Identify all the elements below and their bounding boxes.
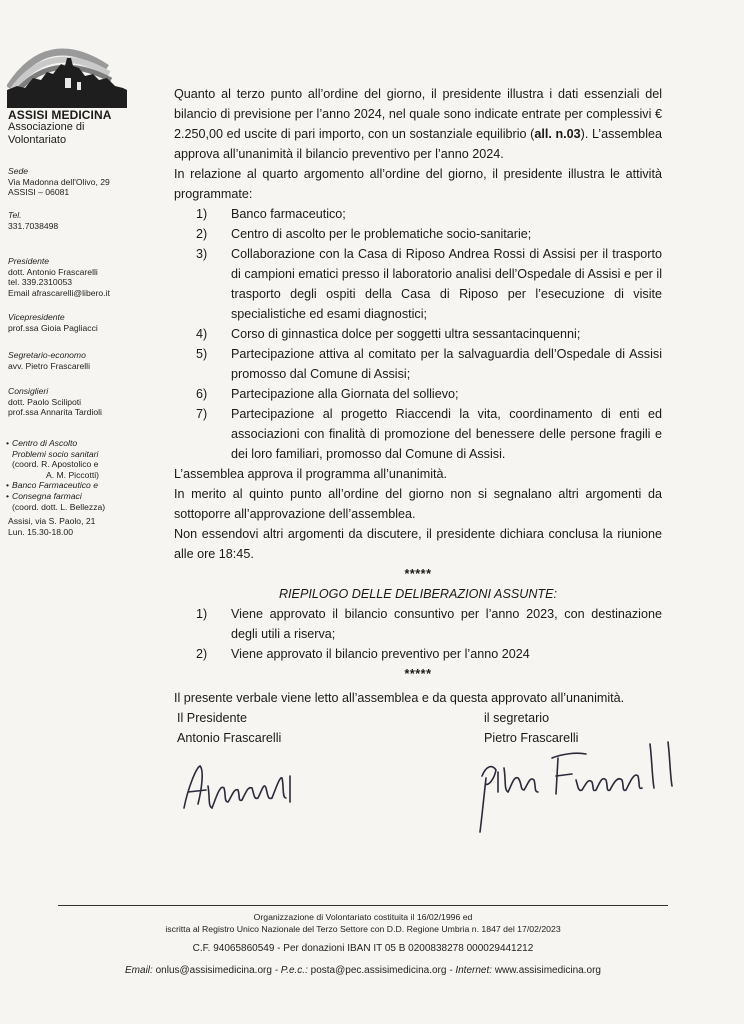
list-text: Partecipazione alla Giornata del sollievo; — [231, 387, 459, 401]
recap-list — [196, 604, 662, 664]
separator-stars: ***** — [404, 667, 432, 681]
list-item — [196, 644, 662, 664]
minutes-body — [174, 84, 662, 748]
address-line2: ASSISI – 06081 — [8, 187, 70, 198]
org-subtitle: Associazione di Volontariato — [8, 121, 85, 146]
list-item — [196, 324, 662, 344]
paragraph-approval: L’assemblea approva il programma all’unanimità. — [174, 467, 448, 481]
secretary-name: Pietro Frascarelli — [484, 731, 579, 745]
list-text: Viene approvato il bilancio consuntivo per l’anno 2023, con destinazione degli utili a riserva; — [231, 607, 662, 641]
president-name: Antonio Frascarelli — [177, 731, 282, 745]
list-item — [196, 604, 662, 644]
sede-block — [8, 166, 110, 198]
paragraph-activities-intro: In relazione al quarto argomento all’ordine del giorno, il presidente illustra le attività programmate: — [174, 167, 662, 201]
paragraph-fifth-point: In merito al quinto punto all’ordine del giorno non si segnalano altri argomenti da sottoporre all’approvazione dell’assemblea. — [174, 487, 662, 521]
banco-line3: (coord. dott. L. Bellezza) — [12, 501, 106, 512]
org-name: ASSISI MEDICINA — [8, 108, 112, 122]
paragraph-budget-text: Quanto al terzo punto all’ordine del giorno, il presidente illustra i dati essenziali del bilancio di previsione per l’anno 2024, nel quale sono indicate entrate per complessivi € 2.250,00 ed uscite di pari importo, con un sostanziale equilibrio ( — [174, 87, 662, 141]
address-line1: Via Madonna dell'Olivo, 29 — [8, 176, 110, 187]
bullet-icon: • — [6, 490, 10, 501]
paragraph-budget-text-end: ). L’assemblea approva all’unanimità il bilancio preventivo per l’anno 2024. — [174, 127, 662, 161]
recap-title: RIEPILOGO DELLE DELIBERAZIONI ASSUNTE: — [278, 587, 558, 601]
presidente-tel: tel. 339.2310053 — [8, 277, 73, 288]
website-link[interactable]: www.assisimedicina.org — [494, 965, 601, 976]
separator-stars: ***** — [404, 567, 432, 581]
list-number: 5) — [196, 347, 208, 361]
list-number: 2) — [196, 227, 208, 241]
vice-name: prof.ssa Gioia Pagliacci — [8, 322, 98, 333]
vice-label: Vicepresidente — [8, 312, 65, 322]
assisi-medicina-logo — [7, 28, 127, 108]
banco-line2: Consegna farmaci — [12, 490, 82, 501]
list-item — [196, 384, 662, 404]
president-signature — [178, 758, 318, 814]
list-item — [196, 244, 662, 324]
president-role: Il Presidente — [177, 711, 248, 725]
list-item — [196, 344, 662, 384]
secretary-role: il segretario — [484, 711, 550, 725]
attachment-ref: all. n.03 — [534, 127, 581, 141]
list-number: 1) — [196, 607, 208, 621]
presidente-email: Email afrascarelli@libero.it — [8, 287, 110, 298]
services-block — [6, 438, 156, 537]
footer-divider — [58, 905, 668, 906]
paragraph-budget — [174, 84, 662, 164]
tel-number: 331.7038498 — [8, 220, 59, 231]
bullet-icon: • — [6, 480, 10, 491]
footer-line2: iscritta al Registro Unico Nazionale del Terzo Settore con D.D. Regione Umbria n. 1847 del 17/02/2023 — [165, 924, 561, 934]
list-number: 6) — [196, 387, 208, 401]
centro-line1: Centro di Ascolto — [12, 438, 78, 448]
sede2-line1: Assisi, via S. Paolo, 21 — [8, 516, 96, 527]
list-number: 4) — [196, 327, 208, 341]
list-number: 7) — [196, 407, 208, 421]
paragraph-verbale: Il presente verbale viene letto all’assemblea e da questa approvato all’unanimità. — [174, 691, 625, 705]
list-text: Viene approvato il bilancio preventivo per l’anno 2024 — [231, 647, 530, 661]
segretario-name: avv. Pietro Frascarelli — [8, 360, 90, 371]
list-item — [196, 204, 662, 224]
centro-line3: (coord. R. Apostolico e — [12, 459, 99, 470]
sede2-line2: Lun. 15.30-18.00 — [8, 526, 73, 537]
presidente-label: Presidente — [8, 256, 50, 266]
list-text: Corso di ginnastica dolce per soggetti ultra sessantacinquenni; — [231, 327, 581, 341]
activities-list — [196, 204, 662, 464]
banco-line1: Banco Farmaceutico e — [12, 480, 98, 491]
tel-block — [8, 210, 58, 231]
list-text: Partecipazione attiva al comitato per la salvaguardia dell’Ospedale di Assisi promosso dal Comune di Assisi; — [231, 347, 662, 381]
list-number: 1) — [196, 207, 208, 221]
bullet-icon: • — [6, 438, 10, 448]
list-item — [196, 224, 662, 244]
consiglieri-label: Consiglieri — [8, 386, 49, 396]
consigliere-2: prof.ssa Annarita Tardioli — [8, 407, 102, 418]
footer-fiscal: C.F. 94065860549 - Per donazioni IBAN IT 05 B 0200838278 000029441212 — [192, 943, 534, 954]
email-link[interactable]: onlus@assisimedicina.org — [155, 965, 272, 976]
presidente-name: dott. Antonio Frascarelli — [8, 266, 98, 277]
list-number: 2) — [196, 647, 208, 661]
segretario-block — [8, 350, 90, 371]
letterhead-sidebar — [0, 0, 160, 560]
sede-label: Sede — [8, 166, 29, 176]
list-text: Partecipazione al progetto Riaccendi la vita, coordinamento di enti ed associazioni con finalità di promozione del benessere delle persone fragili e dei loro familiari, promosso dal Comune di Assisi. — [231, 407, 662, 461]
consiglieri-block — [8, 386, 102, 418]
footer-contacts — [58, 965, 668, 976]
secretary-signature — [472, 736, 690, 836]
signature-left — [177, 708, 281, 748]
footer-line1: Organizzazione di Volontariato costituita il 16/02/1996 ed — [253, 912, 473, 922]
pec-link[interactable]: posta@pec.assisimedicina.org — [310, 965, 447, 976]
list-text: Collaborazione con la Casa di Riposo Andrea Rossi di Assisi per il trasporto di campioni ematici presso il laboratorio analisi dell’Ospedale di Assisi e per il trasporto degli ospiti della Casa di Riposo per l’esecuzione di visite specialistiche ed esami diagnostici; — [231, 247, 662, 321]
segretario-label: Segretario-economo — [8, 350, 86, 360]
consigliere-1: dott. Paolo Scilipoti — [8, 396, 82, 407]
centro-line4: A. M. Piccotti) — [46, 469, 100, 480]
centro-line2: Problemi socio sanitari — [12, 448, 99, 459]
list-item — [196, 404, 662, 464]
list-text: Centro di ascolto per le problematiche socio-sanitarie; — [231, 227, 532, 241]
internet-label: - Internet: — [449, 965, 493, 976]
email-label: Email: — [125, 965, 153, 976]
vice-block — [8, 312, 98, 333]
list-text: Banco farmaceutico; — [231, 207, 346, 221]
tel-label: Tel. — [8, 210, 22, 220]
paragraph-closing-meeting: Non essendovi altri argomenti da discutere, il presidente dichiara conclusa la riunione alle ore 18:45. — [174, 527, 662, 561]
presidente-block — [8, 256, 110, 298]
list-number: 3) — [196, 247, 208, 261]
pec-label: - P.e.c.: — [274, 965, 308, 976]
